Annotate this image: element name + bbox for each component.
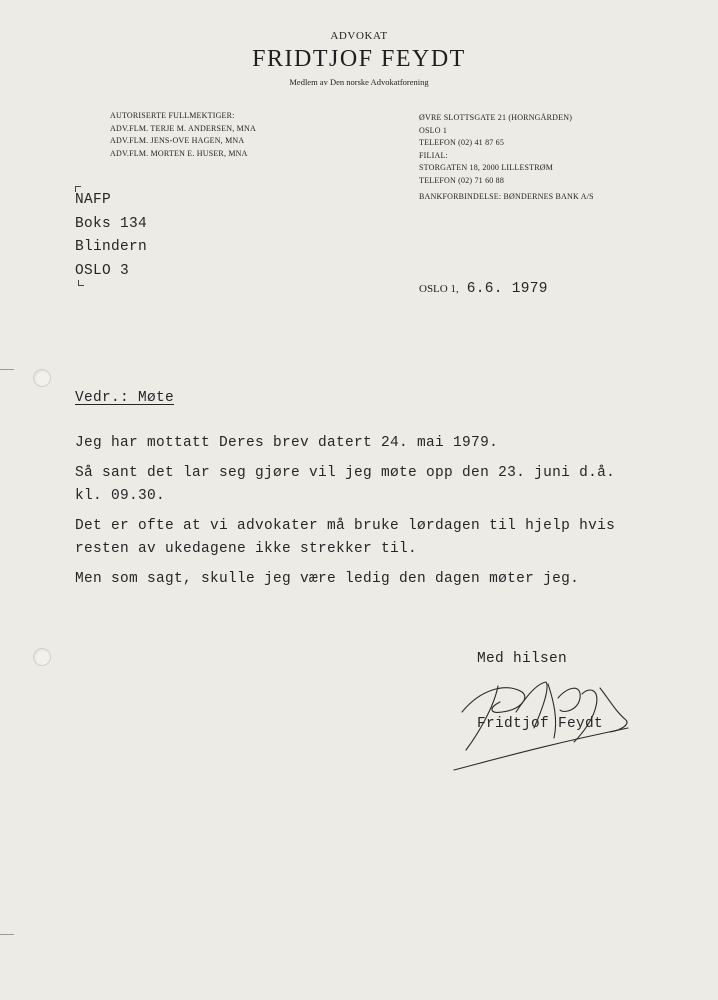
letter-body xyxy=(75,432,615,598)
subject-line: Vedr.: Møte xyxy=(75,390,175,406)
recipient-line: Boks 134 xyxy=(75,215,148,232)
letter-date xyxy=(419,281,548,297)
associate-name: ADV.FLM. JENS-OVE HAGEN, MNA xyxy=(110,136,245,145)
office-address: ØVRE SLOTTSGATE 21 (HORNGÅRDEN) xyxy=(419,113,573,122)
punch-hole xyxy=(33,369,51,387)
margin-tick xyxy=(0,369,14,370)
date-place: OSLO 1, xyxy=(419,283,459,295)
recipient-address xyxy=(75,189,147,283)
branch-address: STORGATEN 18, 2000 LILLESTRØM xyxy=(419,163,554,172)
associates-heading: AUTORISERTE FULLMEKTIGER: xyxy=(110,111,235,120)
branch-heading: FILIAL: xyxy=(419,150,448,160)
body-paragraph xyxy=(75,568,615,591)
office-city: OSLO 1 xyxy=(419,125,448,135)
punch-hole xyxy=(33,648,51,666)
date-value: 6.6. 1979 xyxy=(466,281,548,297)
body-line: Men som sagt, skulle jeg være ledig den dagen møter jeg. xyxy=(75,571,580,587)
associate-name: ADV.FLM. MORTEN E. HUSER, MNA xyxy=(110,148,248,158)
letterhead-membership: Medlem av Den norske Advokatforening xyxy=(289,77,429,87)
office-phone: TELEFON (02) 41 87 65 xyxy=(419,138,505,147)
office-info xyxy=(419,112,594,204)
address-corner-mark xyxy=(78,280,84,286)
body-paragraph xyxy=(75,462,615,508)
associate-name: ADV.FLM. TERJE M. ANDERSEN, MNA xyxy=(110,123,256,133)
body-paragraph xyxy=(75,432,615,455)
signer-name: Fridtjof Feydt xyxy=(477,716,604,732)
body-line: resten av ukedagene ikke strekker til. xyxy=(75,541,418,557)
body-line: kl. 09.30. xyxy=(75,488,166,504)
recipient-line: NAFP xyxy=(75,192,112,208)
authorized-associates xyxy=(110,110,256,160)
closing: Med hilsen xyxy=(477,651,568,667)
body-line: Det er ofte at vi advokater må bruke lørdagen til hjelp hvis xyxy=(75,518,616,534)
branch-phone: TELEFON (02) 71 60 88 xyxy=(419,175,505,185)
body-line: Så sant det lar seg gjøre vil jeg møte opp den 23. juni d.å. xyxy=(75,465,616,481)
body-line: Jeg har mottatt Deres brev datert 24. mai 1979. xyxy=(75,435,499,451)
recipient-line: Blindern xyxy=(75,239,148,255)
recipient-line: OSLO 3 xyxy=(75,262,130,279)
letterhead-name: FRIDTJOF FEYDT xyxy=(252,46,466,72)
letterhead-title: ADVOKAT xyxy=(330,30,388,42)
body-paragraph xyxy=(75,515,615,561)
margin-tick xyxy=(0,934,14,935)
bank-info: BANKFORBINDELSE: BØNDERNES BANK A/S xyxy=(419,192,594,201)
